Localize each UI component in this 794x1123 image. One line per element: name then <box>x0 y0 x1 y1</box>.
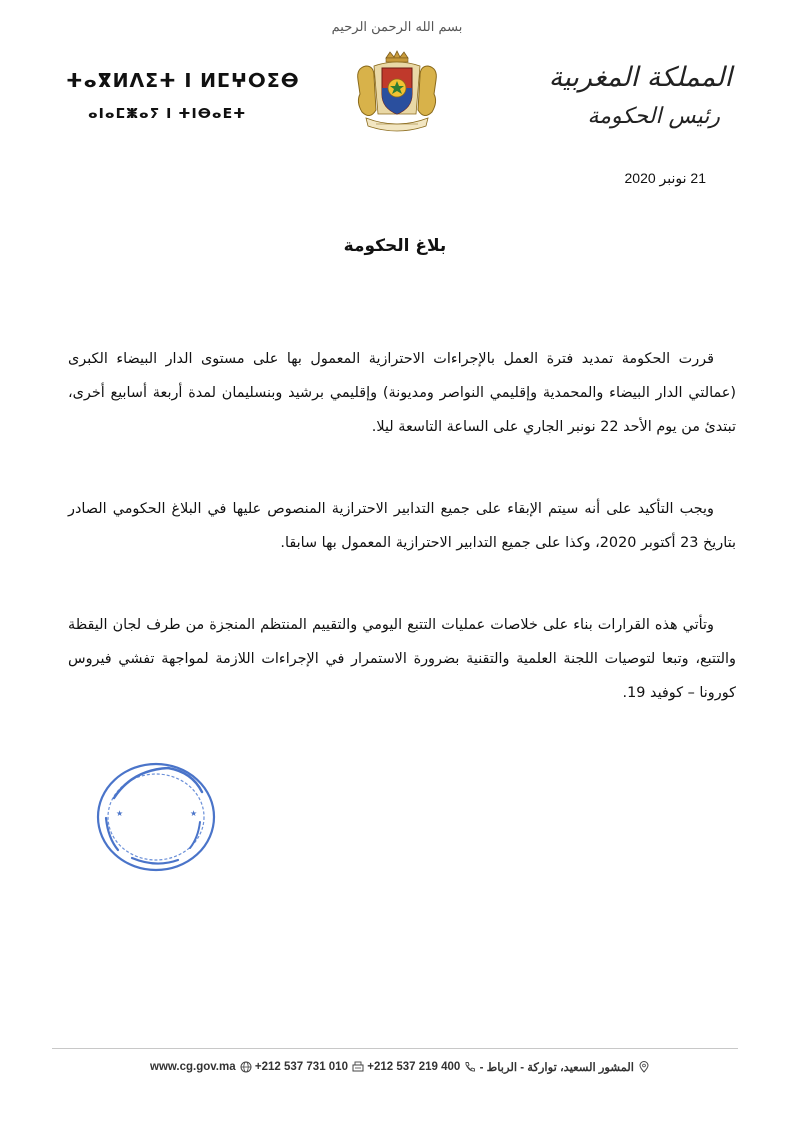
svg-text:★: ★ <box>116 809 124 818</box>
tifinagh-head-of-government: ⴰⵏⴰⵎⵥⴰⵢ ⵏ ⵜⵏⴱⴰⴹⵜ <box>88 106 247 122</box>
footer-contact-bar <box>150 1058 650 1076</box>
footer-fax: +212 537 731 010 <box>255 1061 364 1073</box>
document-date: 21 نونبر 2020 <box>624 170 706 186</box>
fax-icon <box>352 1061 364 1073</box>
basmala: بسم الله الرحمن الرحيم <box>331 20 463 35</box>
royal-coat-of-arms-emblem <box>352 50 442 138</box>
body-paragraph: قررت الحكومة تمديد فترة العمل بالإجراءات الاحترازية المعمول بها على مستوى الدار البيضاء الكبرى (عمالتي الدار البيضاء والمحمدية وإقليمي النواصر ومديونة) وإقليمي برشيد وبنسليمان لمدة أربعة أسابيع أخرى، تبتدئ من يوم الأحد 22 نونبر الجاري على الساعة التاسعة ليلا. <box>68 351 736 435</box>
globe-icon <box>240 1061 252 1073</box>
footer-website[interactable]: www.cg.gov.ma <box>150 1061 252 1073</box>
location-pin-icon <box>638 1061 650 1073</box>
body-paragraph: ويجب التأكيد على أنه سيتم الإبقاء على جميع التدابير الاحترازية المنصوص عليها في البلاغ الحكومي الصادر بتاريخ 23 أكتوبر 2020، وكذا على جميع التدابير الاحترازية المعمول بها سابقا. <box>68 501 736 551</box>
phone-icon <box>464 1061 476 1073</box>
body-paragraph: وتأتي هذه القرارات بناء على خلاصات عمليات التتبع اليومي والتقييم المنتظم المنجزة من طرف لجان اليقظة والتتبع، وتبعا لتوصيات اللجنة العلمية والتقنية بضرورة الاستمرار في الإجراءات اللازمة لمواجهة تفشي فيروس كورونا – كوفيد 19. <box>68 617 736 701</box>
official-seal-stamp <box>92 758 220 876</box>
arabic-head-of-government: رئيس الحكومة <box>587 104 720 129</box>
arabic-country-name: المملكة المغربية <box>548 62 732 93</box>
document-title: بلاغ الحكومة <box>343 236 447 256</box>
footer-address: المشور السعيد، تواركة - الرباط - <box>480 1060 650 1074</box>
footer-phone: +212 537 219 400 <box>367 1061 476 1073</box>
tifinagh-country-name: ⵜⴰⴳⵍⴷⵉⵜ ⵏ ⵍⵎⵖⵔⵉⴱ <box>66 70 300 92</box>
svg-text:★: ★ <box>190 809 198 818</box>
footer-divider <box>52 1048 738 1049</box>
